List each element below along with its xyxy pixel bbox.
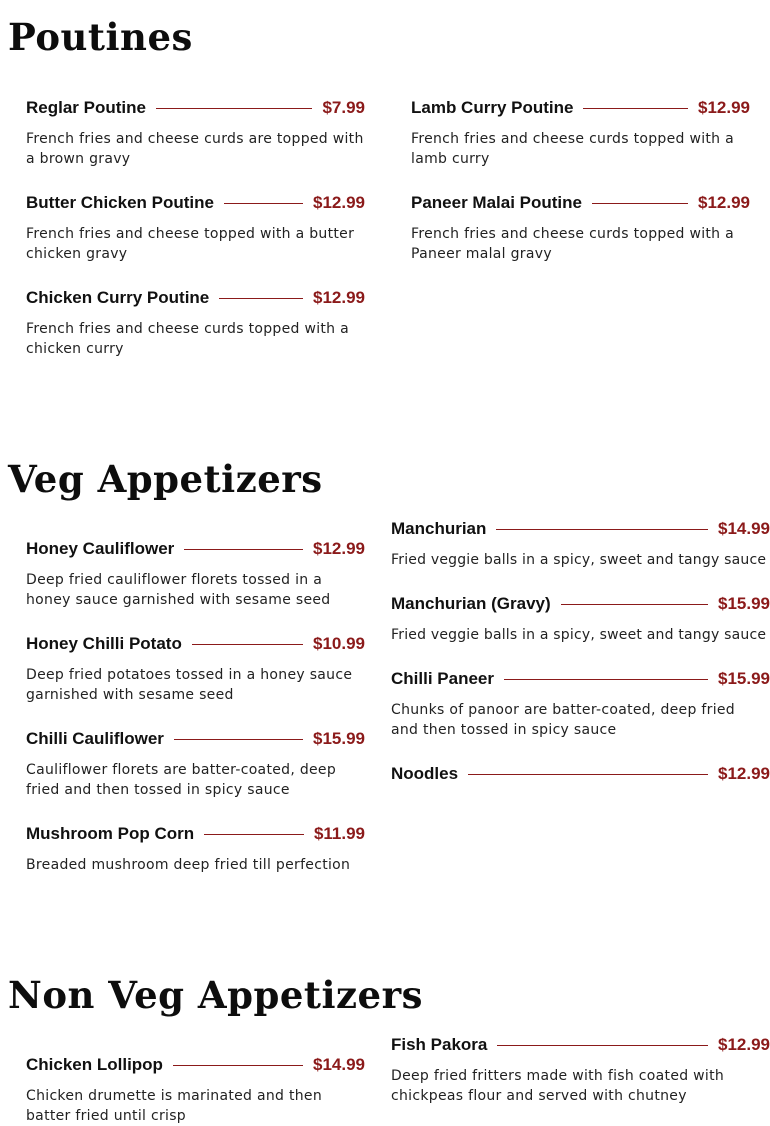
item-name: Manchurian <box>391 519 487 538</box>
leader-line <box>192 644 303 645</box>
section-title-non-veg-appetizers: Non Veg Appetizers <box>8 973 423 1017</box>
item-price: $7.99 <box>322 98 365 117</box>
menu-item <box>26 728 365 800</box>
menu-item <box>26 538 365 610</box>
item-name: Chicken Curry Poutine <box>26 288 210 307</box>
item-description: Fried veggie balls in a spicy, sweet and tangy sauce <box>391 627 767 643</box>
item-price: $12.99 <box>313 539 365 558</box>
item-description: French fries and cheese curds topped with a Paneer malal gravy <box>411 226 734 262</box>
menu-item <box>391 763 770 785</box>
leader-line <box>184 549 303 550</box>
item-description: Fried veggie balls in a spicy, sweet and tangy sauce <box>391 552 767 568</box>
item-name: Honey Chilli Potato <box>26 634 182 653</box>
item-name: Honey Cauliflower <box>26 539 175 558</box>
item-price: $12.99 <box>718 1035 770 1054</box>
item-description: Deep fried potatoes tossed in a honey sauce garnished with sesame seed <box>26 667 353 703</box>
item-name: Chicken Lollipop <box>26 1055 163 1074</box>
leader-line <box>224 203 303 204</box>
item-description: Breaded mushroom deep fried till perfection <box>26 857 351 873</box>
item-price: $15.99 <box>313 729 365 748</box>
item-price: $12.99 <box>698 98 750 117</box>
menu-item <box>411 97 750 169</box>
item-description: Chicken drumette is marinated and then batter fried until crisp <box>26 1088 323 1124</box>
menu-item <box>411 192 750 264</box>
item-price: $15.99 <box>718 669 770 688</box>
menu-item <box>391 518 770 570</box>
item-description: French fries and cheese curds topped with a chicken curry <box>26 321 349 357</box>
item-price: $12.99 <box>718 764 770 783</box>
item-description: Cauliflower florets are batter-coated, deep fried and then tossed in spicy sauce <box>26 762 337 798</box>
menu-item <box>26 633 365 705</box>
item-name: Chilli Cauliflower <box>26 729 164 748</box>
menu-item <box>26 97 365 169</box>
menu-item <box>26 192 365 264</box>
item-price: $10.99 <box>313 634 365 653</box>
leader-line <box>173 1065 303 1066</box>
item-price: $12.99 <box>313 288 365 307</box>
item-price: $11.99 <box>313 824 365 843</box>
item-name: Chilli Paneer <box>391 669 494 688</box>
item-name: Lamb Curry Poutine <box>411 98 574 117</box>
menu-item <box>391 668 770 740</box>
leader-line <box>219 298 303 299</box>
item-name: Fish Pakora <box>391 1035 488 1054</box>
item-price: $12.99 <box>313 193 365 212</box>
item-name: Butter Chicken Poutine <box>26 193 214 212</box>
item-price: $14.99 <box>718 519 770 538</box>
item-description: Deep fried fritters made with fish coated with chickpeas flour and served with chutney <box>391 1068 725 1104</box>
item-name: Manchurian (Gravy) <box>391 594 551 613</box>
menu-item <box>391 593 770 645</box>
leader-line <box>497 1045 708 1046</box>
item-description: Deep fried cauliflower florets tossed in a honey sauce garnished with sesame seed <box>26 572 331 608</box>
section-title-veg-appetizers: Veg Appetizers <box>8 457 323 501</box>
leader-line <box>583 108 688 109</box>
item-description: Chunks of panoor are batter-coated, deep fried and then tossed in spicy sauce <box>391 702 735 738</box>
item-description: French fries and cheese topped with a butter chicken gravy <box>26 226 355 262</box>
item-name: Paneer Malai Poutine <box>411 193 582 212</box>
leader-line <box>174 739 303 740</box>
leader-line <box>561 604 708 605</box>
item-description: French fries and cheese curds are topped with a brown gravy <box>26 131 364 167</box>
leader-line <box>592 203 688 204</box>
menu-item <box>26 287 365 359</box>
menu-item <box>26 823 365 875</box>
item-price: $15.99 <box>718 594 770 613</box>
leader-line <box>504 679 708 680</box>
leader-line <box>468 774 708 775</box>
leader-line <box>496 529 708 530</box>
item-name: Mushroom Pop Corn <box>26 824 195 843</box>
item-price: $12.99 <box>698 193 750 212</box>
item-description: French fries and cheese curds topped with a lamb curry <box>411 131 734 167</box>
leader-line <box>204 834 304 835</box>
item-price: $14.99 <box>313 1055 365 1074</box>
menu-item <box>26 1054 365 1126</box>
menu-item <box>391 1034 770 1106</box>
leader-line <box>156 108 312 109</box>
item-name: Noodles <box>391 764 459 783</box>
item-name: Reglar Poutine <box>26 98 146 117</box>
section-title-poutines: Poutines <box>8 15 193 59</box>
